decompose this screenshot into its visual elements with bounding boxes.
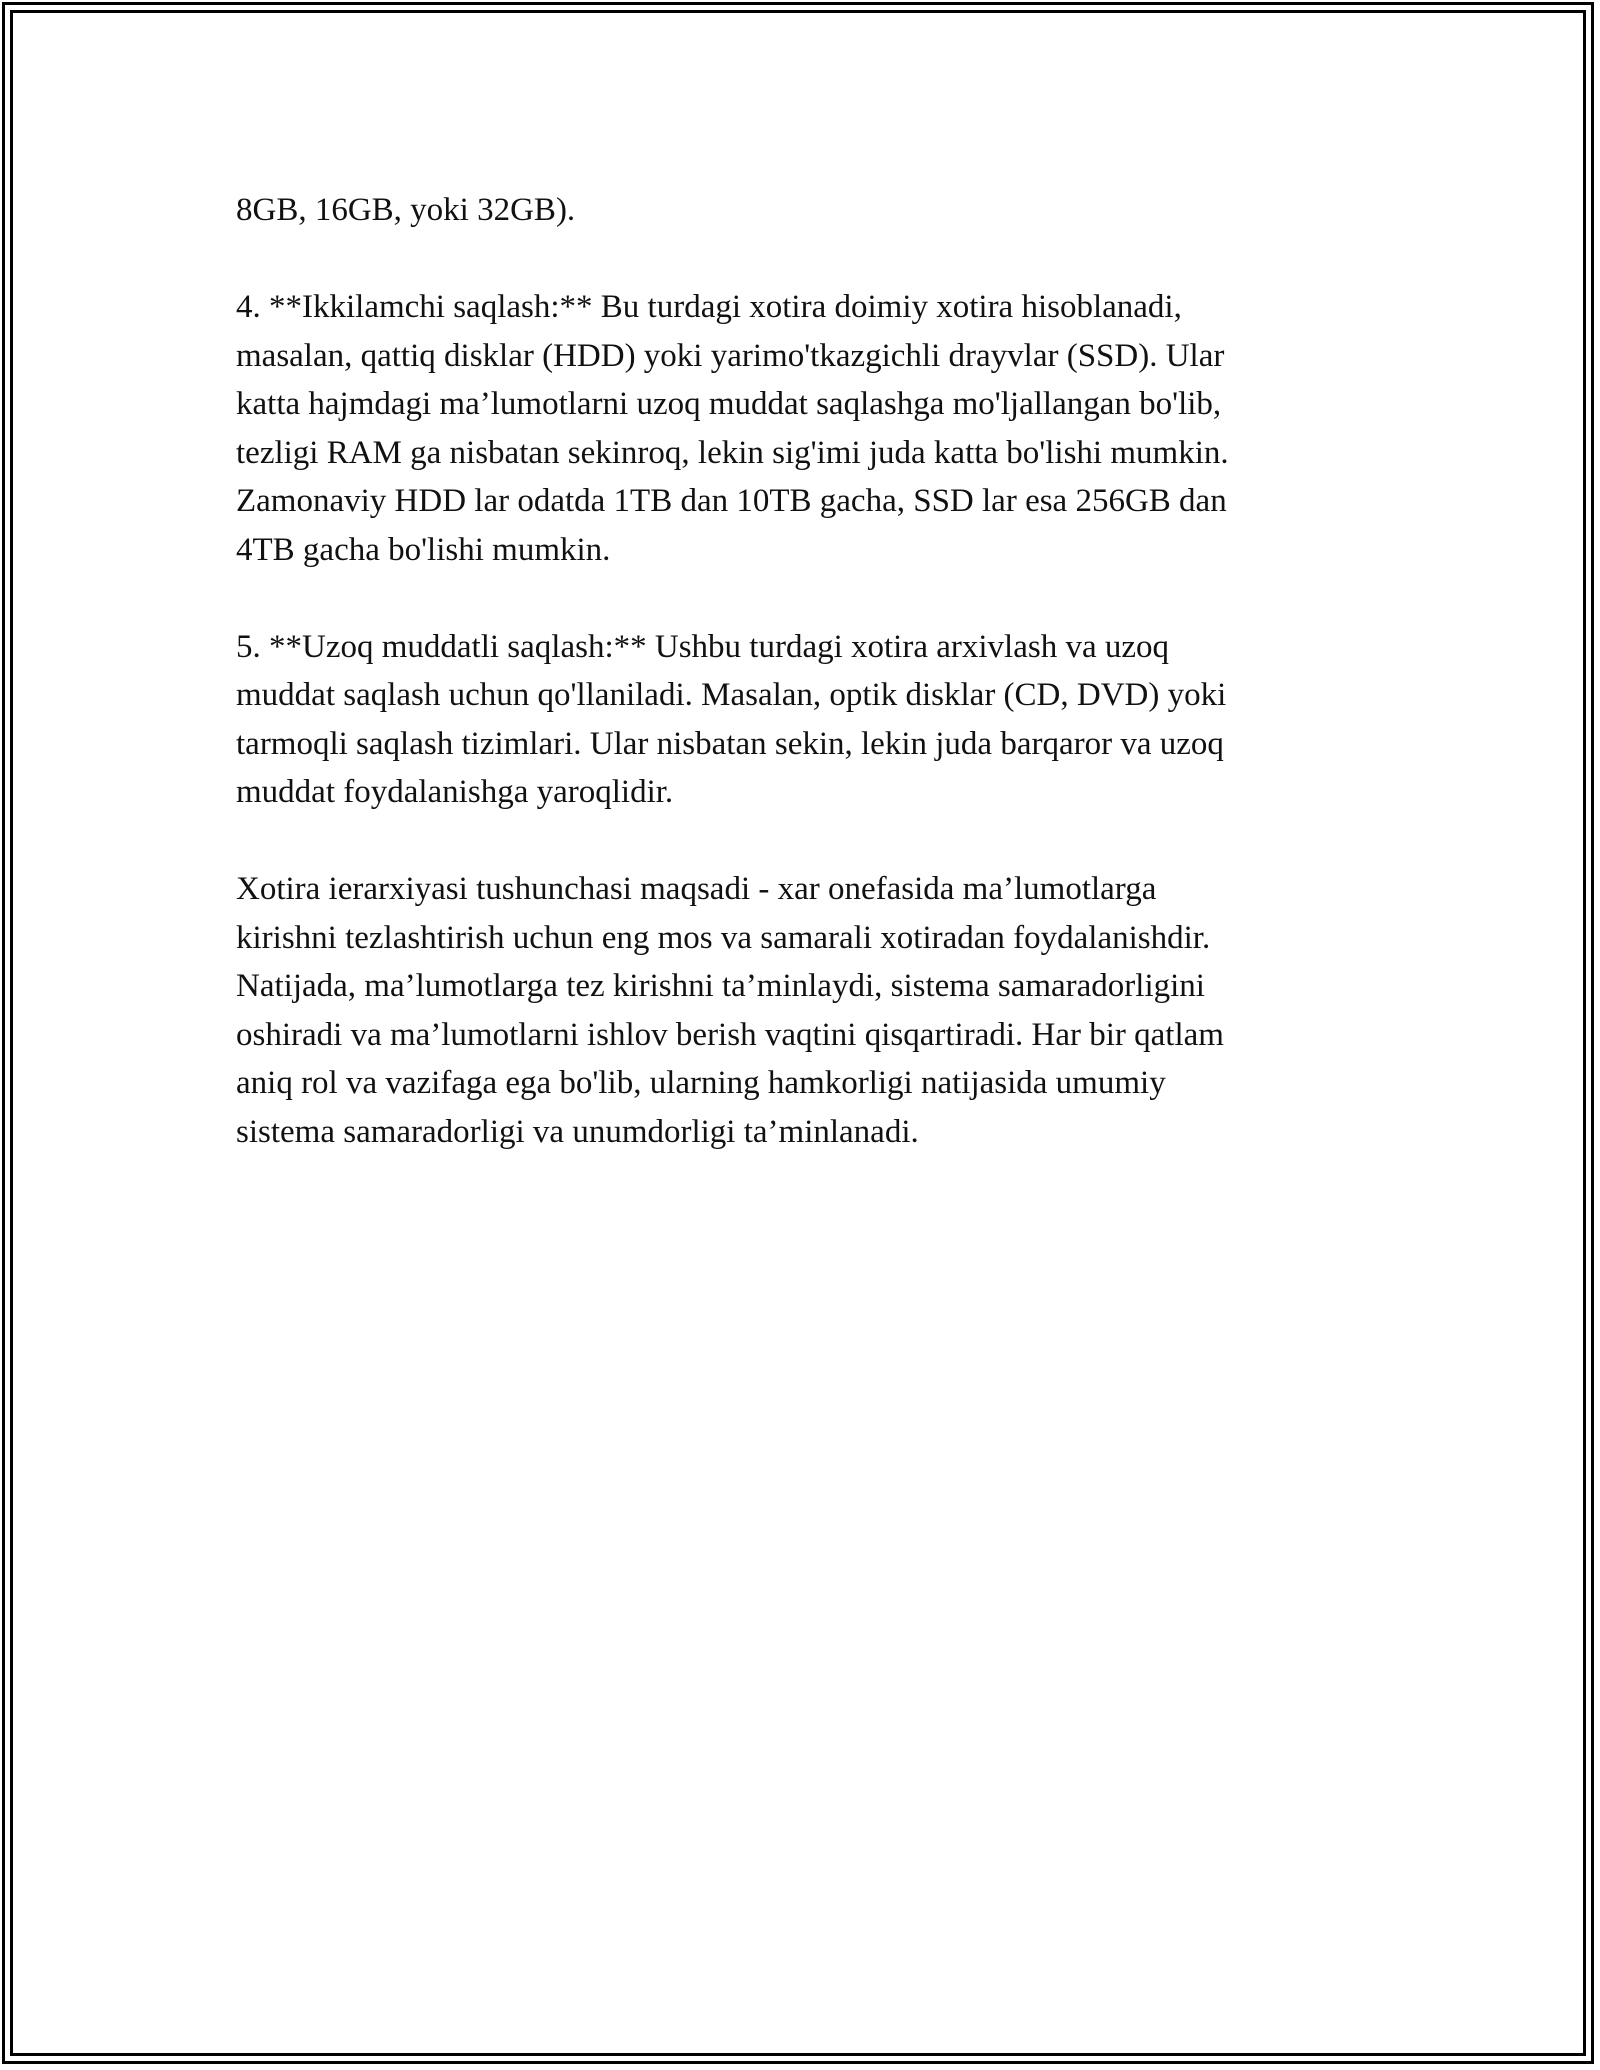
- text-line: aniq rol va vazifaga ega bo'lib, ularning hamkorligi natijasida umumiy: [236, 1065, 1166, 1101]
- text-line: masalan, qattiq disklar (HDD) yoki yarimo'tkazgichli drayvlar (SSD). Ular: [236, 337, 1225, 374]
- text-line: Natijada, ma’lumotlarga tez kirishni ta’minlaydi, sistema samaradorligini: [236, 968, 1205, 1004]
- text-line: 5. **Uzoq muddatli saqlash:** Ushbu turdagi xotira arxivlash va uzoq: [236, 628, 1169, 665]
- text-line: 4TB gacha bo'lishi mumkin.: [236, 531, 611, 568]
- text-line: tezligi RAM ga nisbatan sekinroq, lekin sig'imi juda katta bo'lishi mumkin.: [236, 434, 1229, 471]
- text-line: Xotira ierarxiyasi tushunchasi maqsadi - xar onefasida ma’lumotlarga: [236, 871, 1157, 907]
- document-body: [236, 186, 1366, 1205]
- text-line: sistema samaradorligi va unumdorligi ta’minlanadi.: [236, 1113, 919, 1150]
- paragraph-secondary-storage: [236, 283, 1366, 574]
- text-line: muddat foydalanishga yaroqlidir.: [236, 774, 674, 810]
- paragraph-long-term-storage: [236, 623, 1366, 817]
- text-line: 8GB, 16GB, yoki 32GB).: [236, 192, 576, 228]
- text-line: kirishni tezlashtirish uchun eng mos va samarali xotiradan foydalanishdir.: [236, 919, 1211, 956]
- text-line: Zamonaviy HDD lar odatda 1TB dan 10TB gacha, SSD lar esa 256GB dan: [236, 483, 1227, 519]
- text-line: tarmoqli saqlash tizimlari. Ular nisbatan sekin, lekin juda barqaror va uzoq: [236, 725, 1224, 762]
- paragraph-conclusion: [236, 865, 1366, 1156]
- text-line: muddat saqlash uchun qo'llaniladi. Masalan, optik disklar (CD, DVD) yoki: [236, 677, 1227, 713]
- text-line: 4. **Ikkilamchi saqlash:** Bu turdagi xotira doimiy xotira hisoblanadi,: [236, 289, 1182, 325]
- text-line: katta hajmdagi ma’lumotlarni uzoq muddat saqlashga mo'ljallangan bo'lib,: [236, 386, 1222, 422]
- paragraph-continuation: [236, 186, 1366, 235]
- text-line: oshiradi va ma’lumotlarni ishlov berish vaqtini qisqartiradi. Har bir qatlam: [236, 1016, 1224, 1053]
